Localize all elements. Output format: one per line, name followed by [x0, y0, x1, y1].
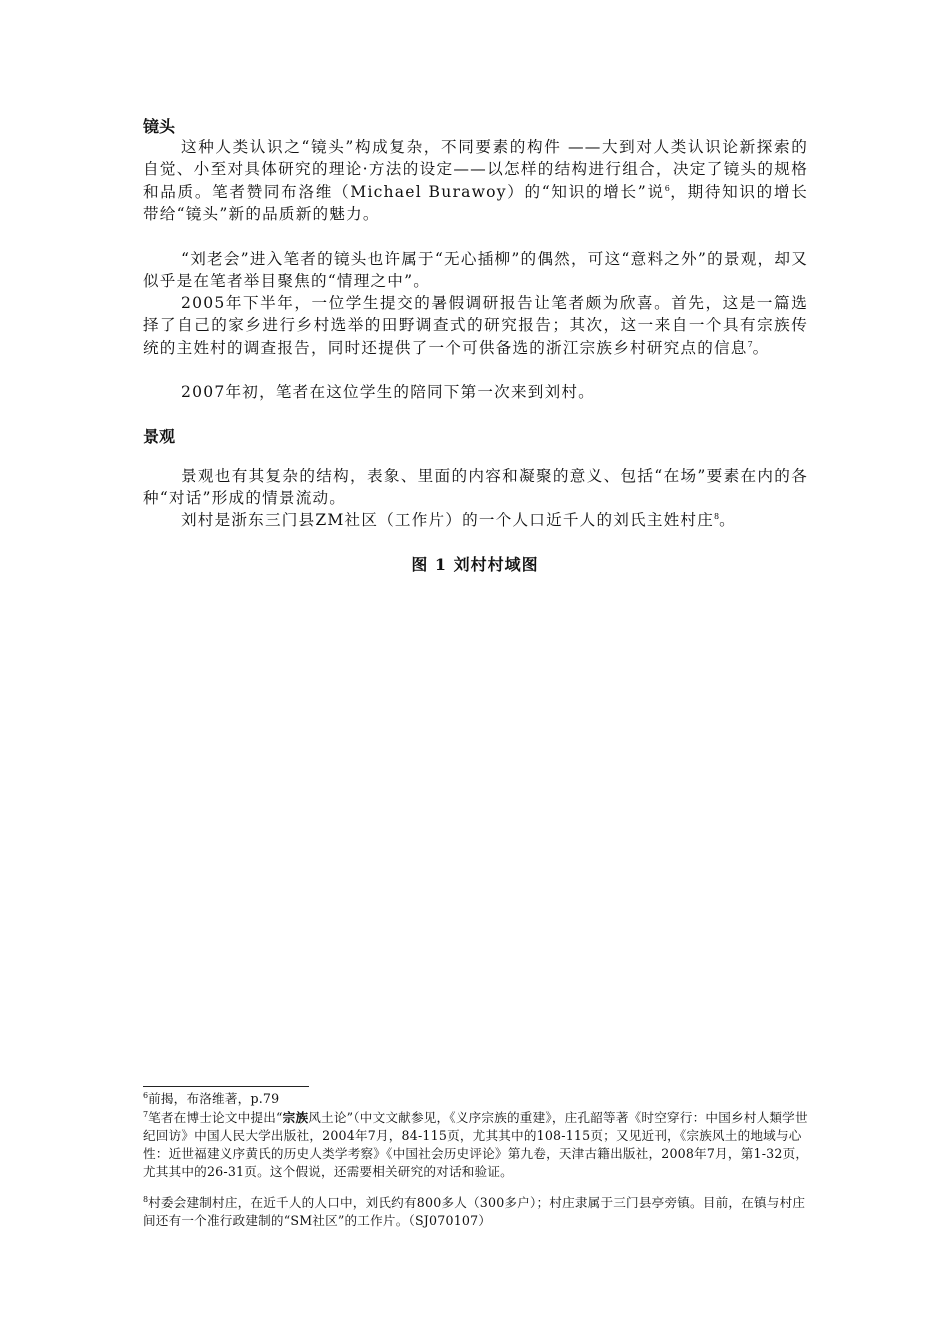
footnote-number: 6 [143, 1090, 149, 1100]
footnote-number: 8 [143, 1194, 149, 1204]
footnote-6 [143, 1090, 809, 1108]
section-heading-landscape: 景观 [143, 427, 176, 446]
footnote-divider [143, 1086, 309, 1087]
paragraph-lens-2: “刘老会”进入笔者的镜头也许属于“无心插柳”的偶然，可这“意料之外”的景观，却又似乎是在笔者举目聚焦的“情理之中”。 [143, 250, 808, 291]
footnote-text: 笔者在博士论文中提出“ [148, 1110, 283, 1125]
footnote-text: 村委会建制村庄，在近千人的人口中，刘氏约有800多人（300多户）；村庄隶属于三门县亭旁镇。目前，在镇与村庄间还有一个准行政建制的“SM社区”的工作片。（SJ070107） [143, 1195, 806, 1228]
paragraph-text: 刘村是浙东三门县ZM社区（工作片）的一个人口近千人的刘氏主姓村庄 [181, 511, 715, 529]
paragraph-landscape-2 [143, 509, 808, 531]
paragraph-lens-1 [143, 136, 808, 226]
paragraph-text: 这种人类认识之“镜头”构成复杂，不同要素的构件 ——大到对人类认识论新探索的自觉、小至对具体研究的理论·方法的设定——以怎样的结构进行组合，决定了镜头的规格和品质。笔者赞同布洛维（Michael Burawoy）的“知识的增长”说 [143, 138, 808, 201]
footnote-text-cont: 风土论”（中文文献参见，《义序宗族的重建》，庄孔韶等著《时空穿行：中国乡村人類学世纪回访》中国人民大学出版社，2004年7月，84-115页，尤其其中的108-115页；又见近刊，《宗族风土的地域与心性：近世福建义序黄氏的历史人类学考察》《中国社会历史评论》第九卷，天津古籍出版社，2008年7月，第1-32页，尤其其中的26-31页。这个假说，还需要相关研究的对话和验证。 [143, 1110, 809, 1179]
paragraph-text-end: 。 [719, 511, 736, 529]
footnote-ref-8[interactable]: 8 [714, 511, 720, 521]
paragraph-text-end: ，期待知识的增长带给“镜头”新的品质新的魅力。 [143, 182, 808, 224]
paragraph-text: 2005年下半年，一位学生提交的暑假调研报告让笔者颇为欣喜。首先，这是一篇选择了自己的家乡进行乡村选举的田野调查式的研究报告；其次，这一来自一个具有宗族传统的主姓村的调查报告，同时还提供了一个可供备选的浙江宗族乡村研究点的信息 [143, 294, 808, 357]
paragraph-text-end: 。 [752, 338, 770, 357]
footnote-bold-term: 宗族 [282, 1110, 309, 1125]
paragraph-lens-3 [143, 292, 808, 359]
section-heading-lens: 镜头 [143, 117, 176, 136]
footnote-ref-7[interactable]: 7 [747, 339, 753, 349]
figure-caption: 图 1 刘村村域图 [411, 555, 539, 574]
footnote-ref-6[interactable]: 6 [664, 183, 670, 193]
paragraph-landscape-1: 景观也有其复杂的结构，表象、里面的内容和凝聚的意义、包括“在场”要素在内的各种“对话”形成的情景流动。 [143, 467, 808, 508]
footnote-7 [143, 1109, 809, 1181]
footnote-number: 7 [143, 1109, 149, 1119]
footnote-text: 前揭，布洛维著，p.79 [148, 1091, 280, 1106]
paragraph-lens-4: 2007年初，笔者在这位学生的陪同下第一次来到刘村。 [181, 383, 595, 401]
footnote-8 [143, 1194, 809, 1230]
